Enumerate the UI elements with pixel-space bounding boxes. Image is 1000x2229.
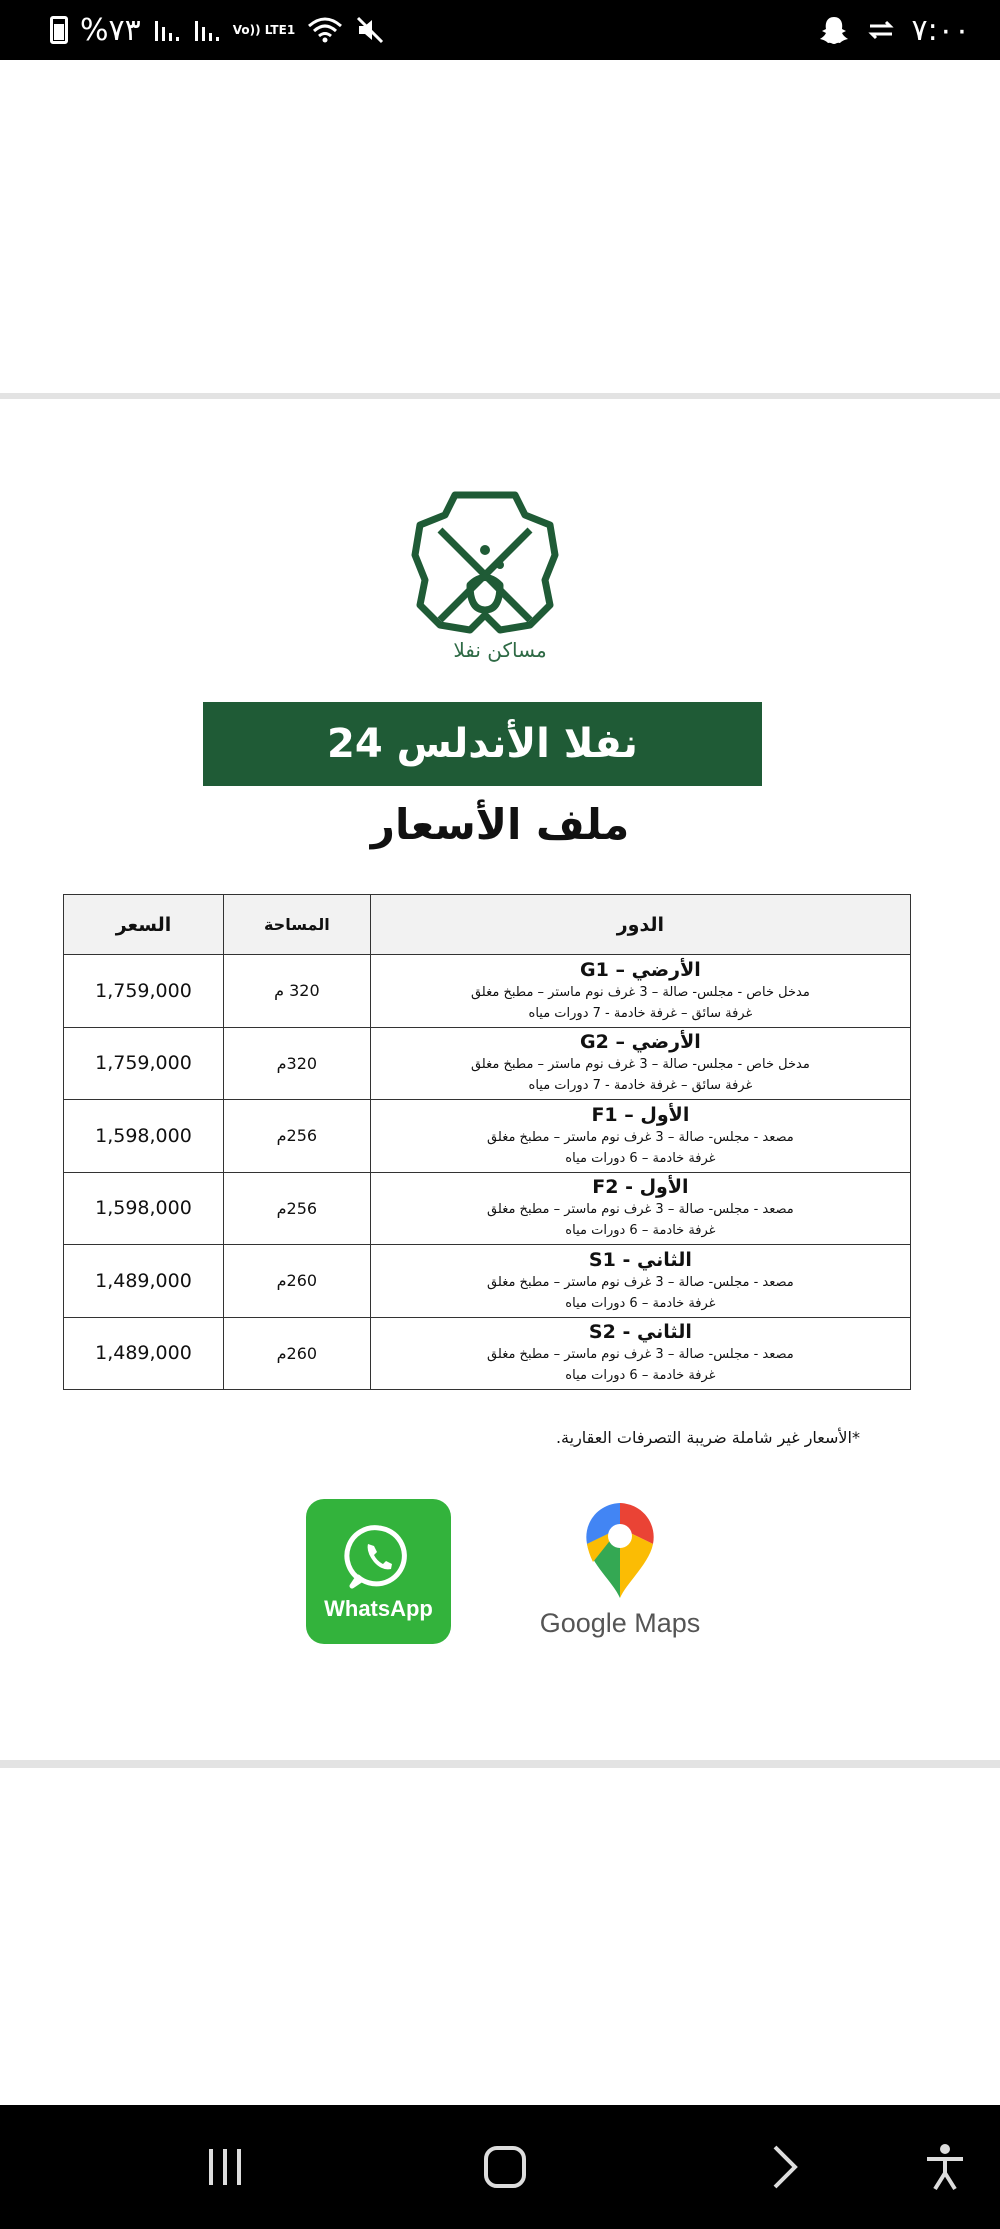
whatsapp-label: WhatsApp bbox=[324, 1595, 433, 1621]
floor-description: غرفة خادمة – 6 دورات مياه bbox=[565, 1223, 716, 1239]
brand-name: مساكن نفلا bbox=[453, 638, 547, 662]
floor-title: الأول - F2 bbox=[592, 1176, 689, 1199]
floor-cell bbox=[370, 1172, 910, 1245]
floor-title: الأول – F1 bbox=[591, 1103, 690, 1126]
area-cell: 320م bbox=[223, 1027, 370, 1100]
price-table bbox=[63, 894, 911, 1390]
home-button[interactable] bbox=[460, 2105, 550, 2229]
document-top-edge bbox=[0, 393, 1000, 399]
price-cell: 1,489,000 bbox=[64, 1245, 224, 1318]
floor-description: غرفة خادمة – 6 دورات مياه bbox=[565, 1368, 716, 1384]
google-maps-label: Google Maps bbox=[539, 1608, 701, 1638]
project-title-banner bbox=[203, 702, 762, 786]
table-row bbox=[64, 1172, 911, 1245]
floor-description: مصعد - مجلس- صالة – 3 غرف نوم ماستر – مطبخ مغلق bbox=[487, 1274, 794, 1290]
home-icon bbox=[483, 2145, 527, 2189]
clock: ٧:٠٠ bbox=[911, 12, 970, 48]
floor-title: الأرضي – G2 bbox=[580, 1031, 701, 1054]
battery-icon bbox=[50, 16, 68, 44]
google-maps-button[interactable] bbox=[530, 1500, 710, 1660]
tax-footnote: *الأسعار غير شاملة ضريبة التصرفات العقارية. bbox=[555, 1428, 860, 1447]
whatsapp-button[interactable] bbox=[306, 1499, 451, 1644]
document-bottom-edge bbox=[0, 1760, 1000, 1768]
mute-icon bbox=[355, 16, 385, 44]
table-header-row bbox=[64, 895, 911, 955]
network-label: Vo)) LTE1 bbox=[232, 22, 296, 37]
header-price: السعر bbox=[64, 895, 224, 955]
floor-description: غرفة سائق – غرفة خادمة - 7 دورات مياه bbox=[528, 1005, 753, 1021]
area-cell: 320 م bbox=[223, 955, 370, 1028]
price-cell: 1,489,000 bbox=[64, 1317, 224, 1390]
header-floor: الدور bbox=[370, 895, 910, 955]
recent-apps-button[interactable] bbox=[180, 2105, 270, 2229]
floor-description: مصعد - مجلس- صالة – 3 غرف نوم ماستر – مطبخ مغلق bbox=[487, 1202, 794, 1218]
navigation-bar bbox=[0, 2105, 1000, 2229]
area-cell: 256م bbox=[223, 1100, 370, 1173]
signal-icon bbox=[153, 17, 181, 43]
floor-description: مصعد - مجلس- صالة – 3 غرف نوم ماستر – مطبخ مغلق bbox=[487, 1129, 794, 1145]
table-row bbox=[64, 1245, 911, 1318]
area-cell: 260م bbox=[223, 1245, 370, 1318]
area-cell: 260م bbox=[223, 1317, 370, 1390]
price-cell: 1,759,000 bbox=[64, 1027, 224, 1100]
snapchat-icon bbox=[818, 15, 850, 45]
sync-icon bbox=[866, 18, 896, 42]
floor-cell bbox=[370, 955, 910, 1028]
floor-cell bbox=[370, 1100, 910, 1173]
header-area: المساحة bbox=[223, 895, 370, 955]
back-button[interactable] bbox=[740, 2105, 830, 2229]
recent-apps-icon bbox=[205, 2147, 245, 2187]
price-cell: 1,759,000 bbox=[64, 955, 224, 1028]
price-list-heading: ملف الأسعار bbox=[370, 800, 630, 849]
signal-icon-2 bbox=[193, 17, 221, 43]
accessibility-icon bbox=[925, 2143, 965, 2191]
table-row bbox=[64, 1027, 911, 1100]
chevron-right-icon bbox=[770, 2144, 800, 2190]
accessibility-button[interactable] bbox=[905, 2105, 985, 2229]
floor-cell bbox=[370, 1027, 910, 1100]
floor-description: غرفة خادمة – 6 دورات مياه bbox=[565, 1295, 716, 1311]
status-bar bbox=[0, 0, 1000, 60]
wifi-icon bbox=[307, 16, 343, 44]
floor-title: الثاني - S2 bbox=[588, 1321, 692, 1344]
project-title: نفلا الأندلس 24 bbox=[327, 721, 638, 767]
floor-description: مدخل خاص - مجلس- صالة – 3 غرف نوم ماستر – مطبخ مغلق bbox=[470, 1057, 810, 1073]
google-maps-pin-icon bbox=[583, 1500, 657, 1600]
floor-title: الأرضي – G1 bbox=[580, 958, 701, 981]
floor-cell bbox=[370, 1245, 910, 1318]
table-row bbox=[64, 1317, 911, 1390]
whatsapp-icon bbox=[344, 1522, 414, 1592]
floor-description: غرفة خادمة – 6 دورات مياه bbox=[565, 1150, 716, 1166]
table-row bbox=[64, 955, 911, 1028]
area-cell: 256م bbox=[223, 1172, 370, 1245]
floor-description: مدخل خاص - مجلس- صالة – 3 غرف نوم ماستر – مطبخ مغلق bbox=[470, 984, 810, 1000]
floor-description: غرفة سائق – غرفة خادمة - 7 دورات مياه bbox=[528, 1078, 753, 1094]
battery-percent: %٧٣ bbox=[80, 12, 141, 48]
table-row bbox=[64, 1100, 911, 1173]
floor-title: الثاني - S1 bbox=[588, 1248, 692, 1271]
price-cell: 1,598,000 bbox=[64, 1100, 224, 1173]
price-cell: 1,598,000 bbox=[64, 1172, 224, 1245]
floor-description: مصعد - مجلس- صالة – 3 غرف نوم ماستر – مطبخ مغلق bbox=[487, 1347, 794, 1363]
floor-cell bbox=[370, 1317, 910, 1390]
